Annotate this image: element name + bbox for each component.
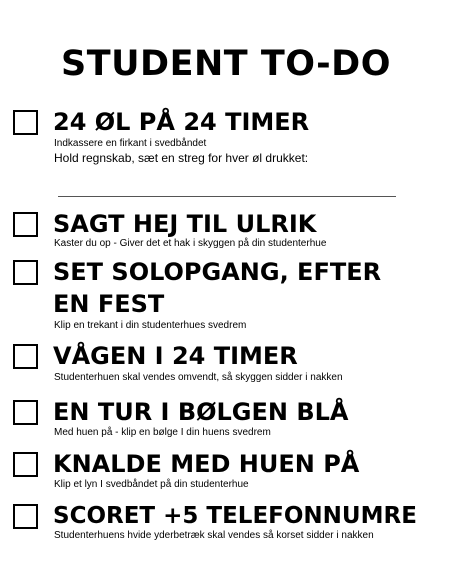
todo-description-24-ol: Indkassere en firkant i svedbåndet: [54, 138, 207, 149]
todo-heading-solopgang-line2: EN FEST: [53, 290, 165, 318]
checkbox-sagt-hej[interactable]: [13, 212, 38, 237]
todo-heading-bolgen: EN TUR I BØLGEN BLÅ: [53, 398, 349, 426]
todo-heading-solopgang-line1: SET SOLOPGANG, EFTER: [53, 258, 382, 286]
todo-description-solopgang: Klip en trekant i din studenterhues svedrem: [54, 320, 247, 331]
tally-line: [58, 196, 396, 197]
todo-description-vagen: Studenterhuen skal vendes omvendt, så skyggen sidder i nakken: [54, 372, 343, 383]
todo-heading-knalde: KNALDE MED HUEN PÅ: [53, 450, 360, 478]
todo-heading-24-ol: 24 ØL PÅ 24 TIMER: [53, 108, 310, 136]
checkbox-vagen[interactable]: [13, 344, 38, 369]
page-title: STUDENT TO-DO: [61, 44, 391, 84]
todo-description-knalde: Klip et lyn I svedbåndet på din studenterhue: [54, 479, 249, 490]
todo-heading-scoret: SCORET +5 TELEFONNUMRE: [53, 503, 417, 529]
todo-description-sagt-hej: Kaster du op - Giver det et hak i skyggen på din studenterhue: [54, 238, 327, 249]
todo-heading-vagen: VÅGEN I 24 TIMER: [53, 342, 298, 370]
todo-heading-sagt-hej: SAGT HEJ TIL ULRIK: [53, 210, 317, 238]
checkbox-knalde[interactable]: [13, 452, 38, 477]
checkbox-24-ol[interactable]: [13, 110, 38, 135]
checkbox-bolgen[interactable]: [13, 400, 38, 425]
todo-tally-instruction: Hold regnskab, sæt en streg for hver øl drukket:: [54, 151, 309, 165]
checkbox-solopgang[interactable]: [13, 260, 38, 285]
todo-description-scoret: Studenterhuens hvide yderbetræk skal vendes så korset sidder i nakken: [54, 530, 374, 541]
todo-description-bolgen: Med huen på - klip en bølge I din huens svedrem: [54, 427, 271, 438]
checkbox-scoret[interactable]: [13, 504, 38, 529]
